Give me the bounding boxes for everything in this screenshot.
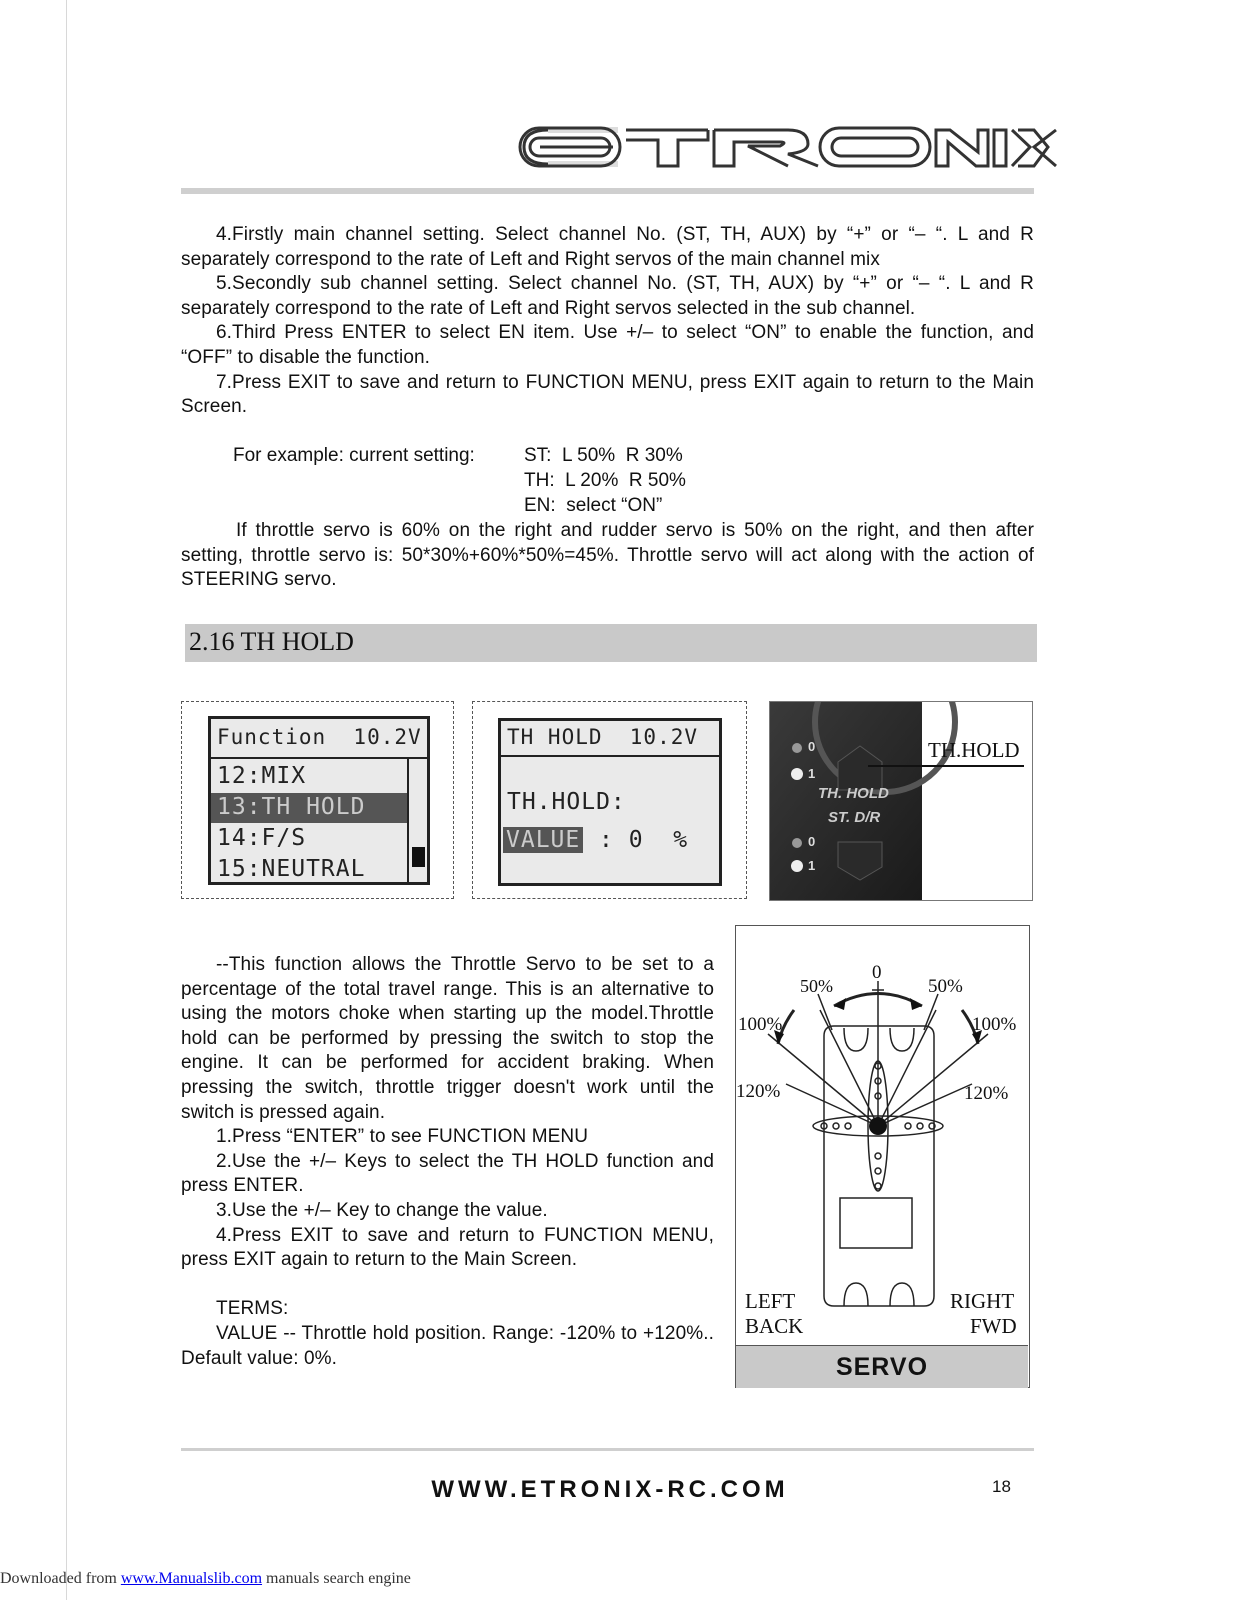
footer-url: WWW.ETRONIX-RC.COM <box>431 1476 789 1503</box>
paragraph-intro: --This function allows the Throttle Servo to be set to a percentage of the total travel range. This is an alternative to using the motors choke when starting up the model.Throttle hold can be performed by pressing the switch to stop the engine. It can be performed for accident braking. When pressing the switch, throttle trigger doesn't work until the switch is pressed again. <box>181 954 714 1123</box>
angle-120-right: 120% <box>964 1083 1009 1104</box>
servo-diagram <box>735 925 1030 1388</box>
scrollbar-track <box>407 759 409 885</box>
lcd-divider <box>211 757 427 759</box>
lcd-function-menu <box>208 716 430 885</box>
manualslib-link[interactable]: www.Manualslib.com <box>120 1570 263 1587</box>
terms-label: TERMS: <box>216 1298 289 1320</box>
lcd-divider-2 <box>501 755 719 757</box>
value-readout: : 0 % <box>599 827 689 853</box>
paragraph-example: If throttle servo is 60% on the right and rudder servo is 50% on the right, and then after setting, throttle servo is: 50*30%+60%*50%=45%. Throttle servo will act along with the action of STEERING servo. <box>181 520 1034 591</box>
servo-caption: SERVO <box>736 1345 1028 1388</box>
label-back: BACK <box>745 1314 804 1338</box>
label-fwd: FWD <box>970 1314 1017 1338</box>
angle-0: 0 <box>872 962 882 983</box>
top-text <box>181 223 1034 420</box>
menu-item-neutral[interactable]: 15:NEUTRAL <box>217 856 366 882</box>
lcd-frame-function <box>181 701 454 899</box>
scrollbar-thumb[interactable] <box>412 847 425 867</box>
etronix-logo <box>518 122 1058 172</box>
example-th: TH: L 20% R 50% <box>524 470 686 491</box>
download-prefix: Downloaded from <box>0 1570 121 1587</box>
paragraph-step4b: 4.Press EXIT to save and return to FUNCTION MENU, press EXIT again to return to the Main Screen. <box>181 1224 714 1271</box>
switch-pos-1: 1 <box>808 766 816 781</box>
lcd-header-th-hold: TH HOLD 10.2V <box>507 725 699 749</box>
body-text <box>181 953 714 1371</box>
example-en: EN: select “ON” <box>524 495 663 516</box>
label-left: LEFT <box>745 1289 796 1313</box>
label-right: RIGHT <box>950 1289 1015 1313</box>
download-credit <box>0 1570 411 1588</box>
angle-100-left: 100% <box>738 1014 783 1035</box>
header-rule <box>181 188 1034 194</box>
angle-100-right: 100% <box>972 1014 1017 1035</box>
download-suffix: manuals search engine <box>262 1570 411 1587</box>
menu-item-fs[interactable]: 14:F/S <box>217 825 307 851</box>
switch-photo <box>769 701 1033 901</box>
switch-pos-0b: 0 <box>808 834 816 849</box>
menu-item-th-hold[interactable]: 13:TH HOLD <box>217 794 366 820</box>
terms-value: VALUE -- Throttle hold position. Range: -120% to +120%.. Default value: 0%. <box>181 1322 714 1369</box>
lcd-header: Function 10.2V <box>217 725 422 749</box>
paragraph-step5: 5.Secondly sub channel setting. Select channel No. (ST, TH, AUX) by “+” or “– “. L and R separately correspond to the rate of Left and Right servos selected in the sub channel. <box>181 273 1034 319</box>
angle-50-left: 50% <box>800 976 833 996</box>
switch-pos-0: 0 <box>808 739 816 754</box>
example-label: For example: current setting: <box>233 445 475 466</box>
section-heading <box>185 624 1037 662</box>
switch-label-st-dr: ST. D/R <box>828 809 881 826</box>
angle-50-right: 50% <box>928 976 963 997</box>
example-st: ST: L 50% R 30% <box>524 445 683 466</box>
section-title: 2.16 TH HOLD <box>189 627 354 656</box>
margin-line <box>66 0 67 1600</box>
paragraph-step2: 2.Use the +/– Keys to select the TH HOLD function and press ENTER. <box>181 1150 714 1197</box>
switch-label-th-hold: TH. HOLD <box>818 785 889 802</box>
page-number: 18 <box>992 1477 1011 1496</box>
paragraph-step4: 4.Firstly main channel setting. Select channel No. (ST, TH, AUX) by “+” or “– “. L and R separately correspond to the rate of Left and Right servos of the main channel mix <box>181 224 1034 270</box>
paragraph-step6: 6.Third Press ENTER to select EN item. Use +/– to select “ON” to enable the function, and “OFF” to disable the function. <box>181 322 1034 368</box>
th-hold-label: TH.HOLD: <box>507 789 626 815</box>
lcd-frame-th-hold <box>472 701 747 899</box>
paragraph-step1: 1.Press “ENTER” to see FUNCTION MENU <box>216 1126 589 1148</box>
value-field-highlight[interactable]: VALUE <box>503 827 583 853</box>
paragraph-step7: 7.Press EXIT to save and return to FUNCTION MENU, press EXIT again to return to the Main Screen. <box>181 371 1034 418</box>
switch-pos-1b: 1 <box>808 858 816 873</box>
paragraph-step3: 3.Use the +/– Key to change the value. <box>216 1199 548 1221</box>
switch-callout: TH.HOLD <box>928 738 1020 762</box>
example-paragraph-block <box>181 519 1034 593</box>
lcd-th-hold <box>498 718 722 886</box>
angle-120-left: 120% <box>736 1081 781 1102</box>
servo-drawing <box>736 926 1028 1346</box>
footer-rule <box>181 1448 1034 1451</box>
menu-item-mix[interactable]: 12:MIX <box>217 763 307 789</box>
